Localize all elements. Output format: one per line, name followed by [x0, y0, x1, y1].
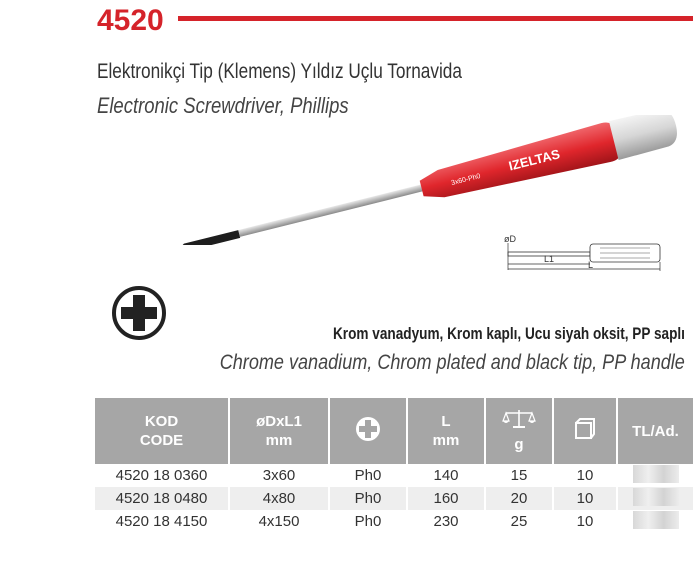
header-code: KOD CODE [95, 398, 229, 464]
cell-weight: 15 [485, 464, 553, 487]
diagram-label-l1: L1 [544, 254, 555, 264]
header-price: TL/Ad. [617, 398, 693, 464]
price-redacted [633, 488, 679, 506]
dimension-diagram [500, 228, 690, 273]
cell-weight: 25 [485, 510, 553, 533]
cell-dimensions: 3x60 [229, 464, 329, 487]
cell-price [617, 464, 693, 487]
header-length: L mm [407, 398, 485, 464]
phillips-tip-icon [355, 416, 381, 442]
description-english: Chrome vanadium, Chrom plated and black tip, PP handle [219, 351, 685, 374]
table-row [95, 464, 693, 487]
header-dimensions: øDxL1 mm [229, 398, 329, 464]
cell-length: 140 [407, 464, 485, 487]
cell-code: 4520 18 0360 [95, 464, 229, 487]
cell-dimensions: 4x150 [229, 510, 329, 533]
table-row [95, 487, 693, 510]
cell-length: 230 [407, 510, 485, 533]
package-icon [573, 417, 597, 441]
cell-dimensions: 4x80 [229, 487, 329, 510]
table-header-row [95, 398, 693, 464]
scale-icon [502, 408, 536, 430]
header-rule [178, 16, 693, 21]
cell-pack: 10 [553, 510, 617, 533]
description-turkish: Krom vanadyum, Krom kaplı, Ucu siyah oksit, PP saplı [333, 324, 685, 343]
cell-tip: Ph0 [329, 487, 407, 510]
product-code: 4520 [97, 4, 164, 37]
phillips-icon [111, 285, 167, 341]
price-redacted [633, 511, 679, 529]
header-weight: g [485, 398, 553, 464]
cell-weight: 20 [485, 487, 553, 510]
cell-pack: 10 [553, 464, 617, 487]
cell-length: 160 [407, 487, 485, 510]
handle-marking: 3x60-Ph0 [450, 173, 482, 188]
header-pack [553, 398, 617, 464]
brand-label: IZELTAS [507, 146, 562, 174]
cell-pack: 10 [553, 487, 617, 510]
screwdriver-image [170, 115, 693, 245]
price-redacted [633, 465, 679, 483]
cell-price [617, 510, 693, 533]
cell-price [617, 487, 693, 510]
title-english: Electronic Screwdriver, Phillips [97, 93, 349, 118]
title-turkish: Elektronikçi Tip (Klemens) Yıldız Uçlu Tornavida [97, 60, 462, 83]
diagram-label-l: L [588, 260, 594, 270]
table-row [95, 510, 693, 533]
cell-tip: Ph0 [329, 510, 407, 533]
cell-code: 4520 18 4150 [95, 510, 229, 533]
diagram-label-d: øD [504, 234, 516, 244]
cell-code: 4520 18 0480 [95, 487, 229, 510]
header-tip [329, 398, 407, 464]
cell-tip: Ph0 [329, 464, 407, 487]
product-table [95, 398, 693, 533]
